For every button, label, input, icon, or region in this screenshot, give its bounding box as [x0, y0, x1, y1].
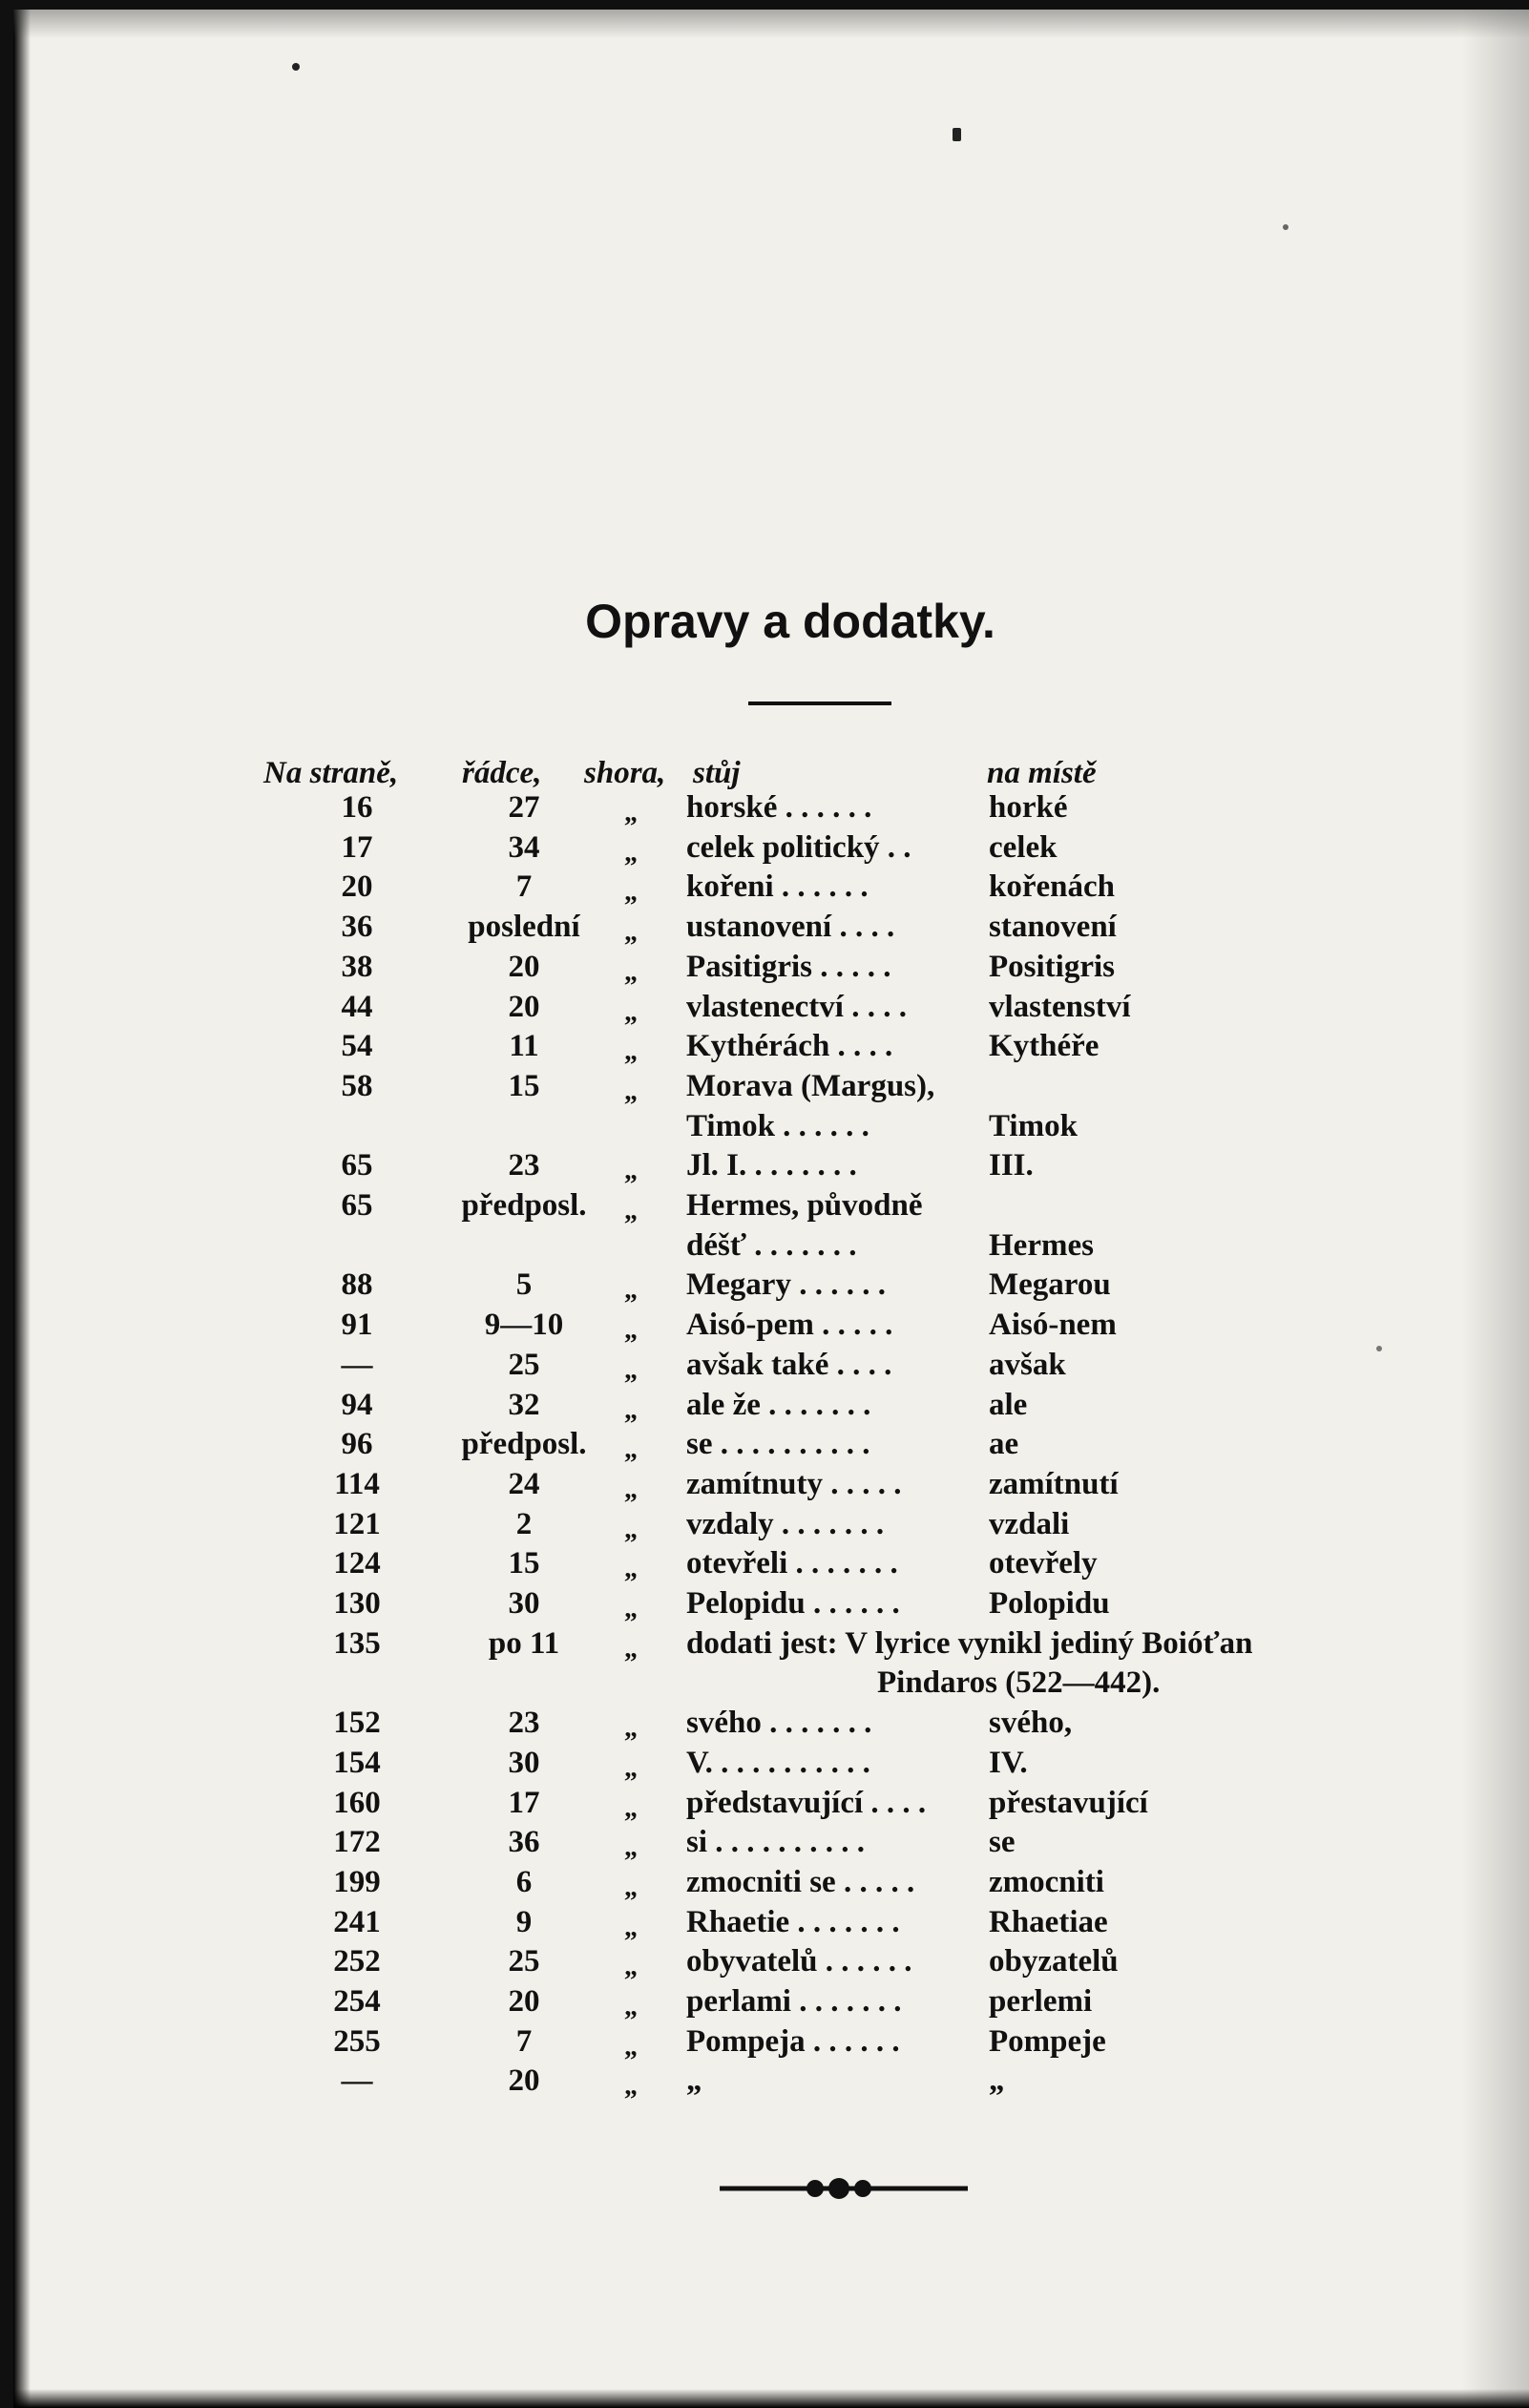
- page-number: 199: [333, 1864, 381, 1899]
- error-text: Aisó-pem . . . . .: [686, 1308, 893, 1343]
- page-number: 241: [333, 1904, 381, 1939]
- ditto-mark: „: [624, 1912, 638, 1942]
- line-number: 9—10: [484, 1308, 564, 1343]
- line-number: 20: [508, 1984, 540, 2019]
- line-number: 34: [508, 829, 540, 865]
- ditto-mark: „: [624, 1036, 638, 1067]
- line-number: 5: [515, 1267, 533, 1303]
- correction-text: obyzatelů: [989, 1944, 1119, 1979]
- error-text: Morava (Margus),: [686, 1068, 935, 1103]
- page-number: 65: [341, 1148, 373, 1183]
- page-number: 96: [341, 1427, 373, 1462]
- line-number: 30: [508, 1745, 540, 1780]
- line-number: 20: [508, 949, 540, 984]
- header-correct: na místě: [987, 756, 1097, 790]
- error-text: se . . . . . . . . . .: [686, 1427, 870, 1462]
- line-number: 25: [508, 1944, 540, 1979]
- ink-speck: [1376, 1346, 1382, 1351]
- ditto-mark: „: [624, 1394, 638, 1425]
- ditto-mark: „: [624, 1315, 638, 1346]
- ditto-mark: „: [624, 1434, 638, 1465]
- ink-speck: [1283, 224, 1288, 230]
- correction-text: Rhaetiae: [989, 1904, 1108, 1939]
- ditto-mark: „: [624, 1514, 638, 1544]
- ditto-mark: „: [624, 1196, 638, 1225]
- correction-text: ale: [989, 1387, 1028, 1422]
- line-number: 27: [508, 790, 540, 825]
- error-text: Kythérách . . . .: [686, 1029, 893, 1064]
- error-text: vzdaly . . . . . . .: [686, 1506, 885, 1541]
- correction-text: zamítnutí: [989, 1466, 1119, 1501]
- header-line: řádce,: [462, 756, 542, 790]
- error-text: Pompeja . . . . . .: [686, 2023, 900, 2059]
- error-text: představující . . . .: [686, 1785, 927, 1820]
- correction-text: ae: [989, 1427, 1019, 1462]
- addendum-text: Pindaros (522—442).: [877, 1665, 1161, 1701]
- error-text: zamítnuty . . . . .: [686, 1466, 902, 1501]
- ditto-mark: „: [624, 1752, 638, 1783]
- ditto-mark: „: [624, 877, 638, 908]
- error-text: si . . . . . . . . . .: [686, 1825, 866, 1860]
- page-number: 114: [334, 1466, 380, 1501]
- page-number: 65: [341, 1188, 373, 1223]
- line-number: 23: [508, 1706, 540, 1741]
- ink-speck: [953, 128, 961, 141]
- ditto-mark: „: [624, 1076, 638, 1106]
- line-number: 30: [508, 1586, 540, 1621]
- ditto-mark: „: [624, 1594, 638, 1623]
- page-number: 135: [333, 1625, 381, 1661]
- error-text: horské . . . . . .: [686, 790, 872, 825]
- line-number: 15: [508, 1068, 540, 1103]
- error-text: Hermes, původně: [686, 1188, 923, 1223]
- page-number: 252: [333, 1944, 381, 1979]
- line-number: 36: [508, 1825, 540, 1860]
- correction-text: otevřely: [989, 1546, 1098, 1581]
- correction-text: stanovení: [989, 910, 1117, 945]
- correction-text: Polopidu: [989, 1586, 1110, 1621]
- page-number: 54: [341, 1029, 373, 1064]
- line-number: 7: [515, 2023, 533, 2059]
- page-number: 152: [333, 1706, 381, 1741]
- ditto-mark: „: [624, 1354, 638, 1385]
- ditto-mark: „: [624, 1992, 638, 2021]
- correction-text: se: [989, 1825, 1016, 1860]
- ditto-mark: „: [624, 2031, 638, 2062]
- error-text: déšť . . . . . . .: [686, 1227, 857, 1263]
- page-number: 38: [341, 949, 373, 984]
- ditto-mark: „: [624, 1952, 638, 1982]
- line-number: předposl.: [461, 1188, 587, 1223]
- error-text: vlastenectví . . . .: [686, 989, 907, 1024]
- page-number: 254: [333, 1984, 381, 2019]
- ditto-mark: „: [624, 798, 638, 827]
- ditto-mark: „: [624, 1872, 638, 1902]
- page-number: 36: [341, 910, 373, 945]
- error-text: avšak také . . . .: [686, 1347, 892, 1382]
- correction-text: Hermes: [989, 1227, 1094, 1263]
- error-text: otevřeli . . . . . . .: [686, 1546, 898, 1581]
- correction-text: perlemi: [989, 1984, 1093, 2019]
- ditto-mark: „: [624, 1156, 638, 1186]
- ditto-mark: „: [624, 1275, 638, 1306]
- line-number: 7: [515, 869, 533, 905]
- line-number: 24: [508, 1466, 540, 1501]
- error-text: Jl. I. . . . . . . .: [686, 1148, 857, 1183]
- header-page: Na straně,: [263, 756, 399, 790]
- correction-text: svého,: [989, 1706, 1073, 1741]
- title-rule: [748, 701, 891, 705]
- error-text: zmocniti se . . . . .: [686, 1864, 915, 1899]
- line-number: 23: [508, 1148, 540, 1183]
- ditto-mark: „: [624, 1554, 638, 1584]
- page-number: —: [341, 1347, 373, 1382]
- line-number: 11: [509, 1029, 539, 1064]
- page-shadow: [13, 10, 1529, 38]
- correction-text: vzdali: [989, 1506, 1070, 1541]
- header-error: stůj: [693, 756, 741, 790]
- page-number: 88: [341, 1267, 373, 1303]
- line-number: 32: [508, 1387, 540, 1422]
- ditto-mark: „: [624, 1474, 638, 1504]
- ditto-mark: „: [624, 996, 638, 1027]
- header-from-top: shora,: [584, 756, 666, 790]
- line-number: 6: [515, 1864, 533, 1899]
- ditto-mark: „: [624, 837, 638, 868]
- error-text: svého . . . . . . .: [686, 1706, 872, 1741]
- page-number: 20: [341, 869, 373, 905]
- ditto-mark: „: [624, 1633, 638, 1664]
- correction-text: celek: [989, 829, 1058, 865]
- ink-speck: [292, 63, 300, 71]
- error-text: „: [686, 2063, 702, 2099]
- page-number: 160: [333, 1785, 381, 1820]
- ditto-mark: „: [624, 2071, 638, 2102]
- page-number: 172: [333, 1825, 381, 1860]
- page-number: 94: [341, 1387, 373, 1422]
- page-number: 58: [341, 1068, 373, 1103]
- page-number: 17: [341, 829, 373, 865]
- error-text: Rhaetie . . . . . . .: [686, 1904, 900, 1939]
- error-text: dodati jest: V lyrice vynikl jediný Boióťan: [686, 1625, 1253, 1661]
- correction-text: Positigris: [989, 949, 1115, 984]
- page-number: 124: [333, 1546, 381, 1581]
- page-shadow: [13, 10, 31, 2408]
- book-page: [13, 10, 1529, 2408]
- line-number: 15: [508, 1546, 540, 1581]
- correction-text: horké: [989, 790, 1068, 825]
- correction-text: avšak: [989, 1347, 1066, 1382]
- line-number: 2: [515, 1506, 533, 1541]
- correction-text: „: [989, 2063, 1005, 2099]
- correction-text: přestavující: [989, 1785, 1148, 1820]
- line-number: 20: [508, 2063, 540, 2099]
- page-title: Opravy a dodatky.: [585, 595, 995, 648]
- page-number: 255: [333, 2023, 381, 2059]
- page-number: —: [341, 2063, 373, 2099]
- error-text: kořeni . . . . . .: [686, 869, 869, 905]
- correction-text: vlastenství: [989, 989, 1131, 1024]
- page-number: 154: [333, 1745, 381, 1780]
- ditto-mark: „: [624, 917, 638, 948]
- correction-text: kořenách: [989, 869, 1115, 905]
- correction-text: Aisó-nem: [989, 1308, 1117, 1343]
- ornament-rule: [720, 2174, 968, 2203]
- page-shadow: [13, 2389, 1529, 2408]
- ditto-mark: „: [624, 1713, 638, 1744]
- ditto-mark: „: [624, 1792, 638, 1823]
- error-text: ale že . . . . . . .: [686, 1387, 871, 1422]
- line-number: 25: [508, 1347, 540, 1382]
- line-number: 20: [508, 989, 540, 1024]
- error-text: ustanovení . . . .: [686, 910, 895, 945]
- page-number: 16: [341, 790, 373, 825]
- line-number: 17: [508, 1785, 540, 1820]
- correction-text: III.: [989, 1148, 1034, 1183]
- correction-text: Timok: [989, 1108, 1078, 1143]
- error-text: perlami . . . . . . .: [686, 1984, 902, 2019]
- error-text: celek politický . .: [686, 829, 911, 865]
- ditto-mark: „: [624, 1832, 638, 1863]
- error-text: Pelopidu . . . . . .: [686, 1586, 900, 1621]
- line-number: poslední: [468, 910, 580, 945]
- error-text: Pasitigris . . . . .: [686, 949, 891, 984]
- line-number: po 11: [488, 1625, 560, 1661]
- correction-text: zmocniti: [989, 1864, 1104, 1899]
- page-number: 130: [333, 1586, 381, 1621]
- error-text: obyvatelů . . . . . .: [686, 1944, 912, 1979]
- error-text: Megary . . . . . .: [686, 1267, 886, 1303]
- line-number: předposl.: [461, 1427, 587, 1462]
- page-number: 91: [341, 1308, 373, 1343]
- line-number: 9: [515, 1904, 533, 1939]
- page-number: 121: [333, 1506, 381, 1541]
- error-text: V. . . . . . . . . . .: [686, 1745, 870, 1780]
- correction-text: Megarou: [989, 1267, 1111, 1303]
- page-shadow: [1462, 10, 1529, 2408]
- correction-text: Pompeje: [989, 2023, 1106, 2059]
- page-number: 44: [341, 989, 373, 1024]
- correction-text: Kythéře: [989, 1029, 1100, 1064]
- error-text: Timok . . . . . .: [686, 1108, 869, 1143]
- correction-text: IV.: [989, 1745, 1028, 1780]
- ditto-mark: „: [624, 956, 638, 987]
